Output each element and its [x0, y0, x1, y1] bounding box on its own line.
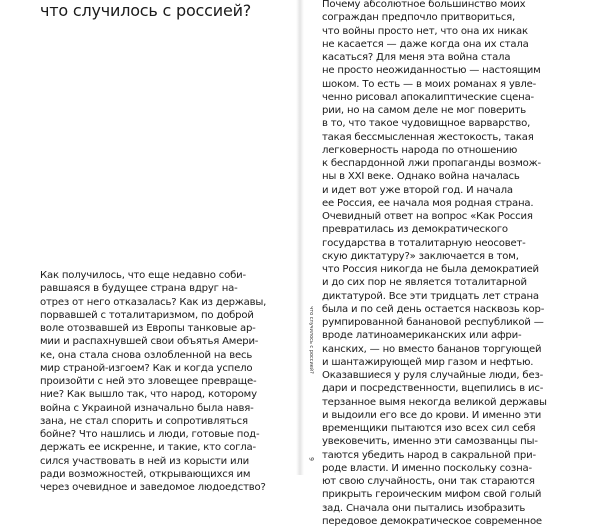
text-line: ны в XXI веке. Однако война началась: [322, 171, 520, 183]
text-line: превратилась из демократического: [322, 224, 508, 236]
text-line: Как получилось, что еще недавно соби-: [40, 270, 246, 281]
text-line: держать ее искренне, и такие, кто согла-: [40, 442, 256, 454]
text-line: зад. Сначала они пытались изобразить: [322, 502, 526, 514]
chapter-title: что случилось с россией?: [40, 1, 252, 20]
text-line: в то, что такое чудовищное варварство,: [322, 118, 531, 130]
left-page: [0, 0, 300, 493]
text-line: ради возможностей, открывающихся им: [40, 468, 251, 480]
text-line: Почему абсолютное большинство моих: [322, 0, 526, 10]
text-line: ее Россия, ее начала моя родная страна.: [322, 197, 534, 209]
text-line: румпированной банановой республикой —: [322, 317, 544, 328]
text-line: не касается — даже когда она их стала: [322, 38, 529, 50]
text-line: и идет вот уже второй год. И начала: [322, 184, 513, 196]
text-line: что Россия никогда не была демократией: [322, 264, 539, 275]
text-line: не просто неожиданностью — настоящим: [322, 65, 541, 77]
text-line: к беспардонной лжи пропаганды возмож-: [322, 158, 541, 169]
page-number: 9: [307, 457, 315, 461]
text-line: увековечить, именно эти самозванцы пы-: [322, 436, 538, 448]
text-line: Очевидный ответ на вопрос «Как Россия: [322, 211, 533, 222]
text-line: Оказавшиеся у руля случайные люди, без-: [322, 370, 544, 381]
text-line: такая бессмысленная жестокость, такая: [322, 131, 534, 143]
text-line: таются убедить народ в сакральной при-: [322, 449, 536, 461]
text-line: порвавшей с тоталитаризмом, по доброй: [40, 309, 254, 321]
text-line: вроде латиноамериканских или афри-: [322, 330, 522, 342]
text-line: ке, она стала снова озлобленной на весь: [40, 349, 253, 361]
text-line: мии и распахнувшей свои объятья Амери-: [40, 336, 259, 348]
text-line: мир страной-изгоем? Как и когда успело: [40, 362, 253, 374]
text-line: сограждан предпочло притвориться,: [322, 12, 516, 24]
text-line: и до сих пор не является тоталитарной: [322, 277, 527, 289]
text-line: бойне? Что нашлись и люди, готовые под-: [40, 429, 260, 440]
text-line: и шантажирующей мир газом и нефтью.: [322, 356, 534, 368]
right-page-body: [322, 0, 547, 528]
text-line: шоком. То есть — в моих романах я увле-: [322, 78, 537, 90]
text-line: ченно рисовал апокалиптические сцена-: [322, 91, 534, 103]
text-line: война с Украиной изначально была навя-: [40, 402, 254, 414]
text-line: и выдоили его все до крови. И именно эти: [322, 409, 542, 421]
left-page-body: [40, 269, 266, 494]
text-line: была и по сей день остается насквозь кор-: [322, 303, 545, 315]
text-line: скую диктатуру?» заключается в том,: [322, 250, 519, 262]
text-line: отрез от него отказалась? Как из державы,: [40, 296, 267, 308]
text-line: канских, — но вместо бананов торгующей: [322, 343, 542, 355]
text-line: через очевидное и заведомое людоедство?: [40, 482, 266, 493]
text-line: передовое демократическое современное: [322, 515, 542, 527]
text-line: роде власти. И именно поскольку созна-: [322, 462, 532, 474]
text-line: ют свою случайность, они так стараются: [322, 476, 535, 487]
text-line: дари и посредственности, вцепились в ис-: [322, 383, 544, 395]
text-line: зана, не стал спорить и сопротивляться: [40, 415, 248, 427]
text-line: терзанное вымя некогда великой державы: [322, 396, 547, 408]
text-line: диктатурой. Все эти тридцать лет страна: [322, 290, 539, 302]
text-line: равшаяся в будущее страна вдруг на-: [40, 283, 238, 295]
text-line: произойти с ней это зловещее превраще-: [40, 376, 257, 387]
text-line: прикрыть героическим мифом свой голый: [322, 489, 542, 501]
text-line: легковерность народа по отношению: [322, 144, 518, 156]
text-line: что войны просто нет, что она их никак: [322, 25, 528, 37]
text-line: временщики пытаются изо всех сил себя: [322, 423, 536, 434]
gutter-shadow: [296, 0, 304, 475]
text-line: сился участвовать в ней из корысти или: [40, 455, 249, 467]
text-line: воле отозвавшей из Европы танковые ар-: [40, 323, 256, 334]
text-line: касаться? Для меня эта война стала: [322, 52, 511, 63]
running-head: что случилось с россией?: [308, 306, 314, 374]
text-line: государства в тоталитарную неосовет-: [322, 237, 526, 249]
text-line: рии, но на самом деле не мог поверить: [322, 105, 526, 116]
text-line: ние? Как вышло так, что народ, которому: [40, 389, 257, 401]
